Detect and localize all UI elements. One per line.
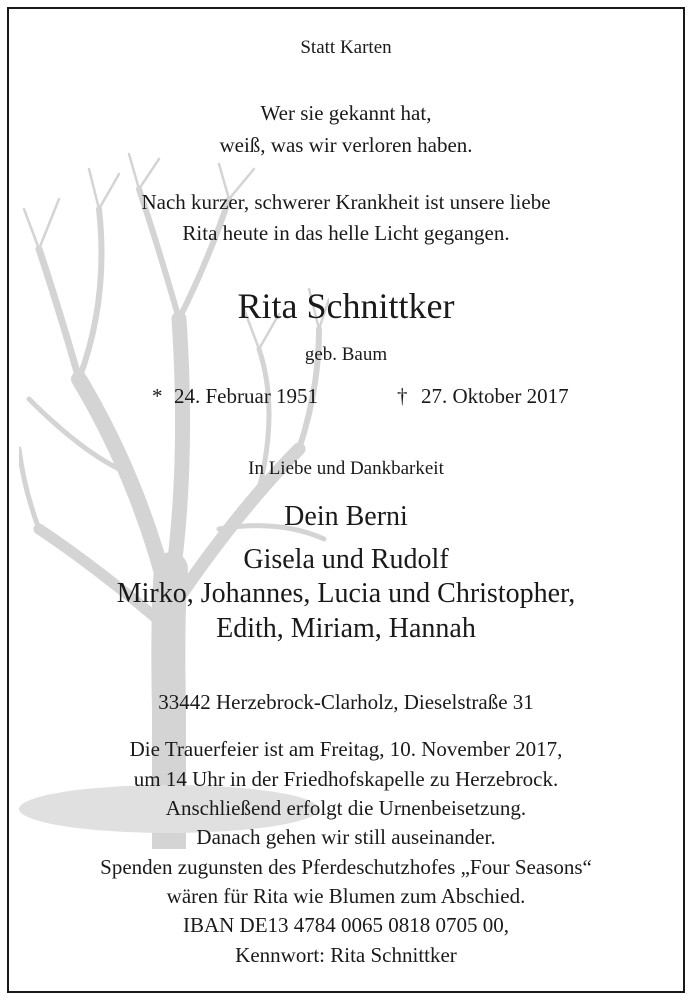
service-line: Die Trauerfeier ist am Freitag, 10. November 2017, xyxy=(129,737,563,761)
service-line: Anschließend erfolgt die Urnenbeisetzung. xyxy=(165,796,527,820)
mourner-line: Gisela und Rudolf xyxy=(243,544,449,575)
death-symbol: † xyxy=(397,384,408,408)
address: 33442 Herzebrock-Clarholz, Dieselstraße 31 xyxy=(158,690,534,714)
donation-line: wären für Rita wie Blumen zum Abschied. xyxy=(166,884,526,908)
quote-line: weiß, was wir verloren haben. xyxy=(219,133,473,157)
service-line: Danach gehen wir still auseinander. xyxy=(196,825,496,849)
dedication: In Liebe und Dankbarkeit xyxy=(248,458,444,479)
birth-symbol: * xyxy=(152,384,163,408)
donation-line: Spenden zugunsten des Pferdeschutzhofes „Four Seasons“ xyxy=(100,855,592,879)
intro-line: Rita heute in das helle Licht gegangen. xyxy=(182,221,510,245)
birth-date: 24. Februar 1951 xyxy=(174,384,319,408)
header-text: Statt Karten xyxy=(300,37,392,58)
quote-line: Wer sie gekannt hat, xyxy=(260,101,432,125)
obituary-notice xyxy=(7,7,685,993)
service-line: um 14 Uhr in der Friedhofskapelle zu Herzebrock. xyxy=(133,767,559,791)
death-date: 27. Oktober 2017 xyxy=(421,384,569,408)
mourner-line: Dein Berni xyxy=(284,501,408,532)
intro-line: Nach kurzer, schwerer Krankheit ist unsere liebe xyxy=(141,190,551,214)
life-dates xyxy=(9,384,683,414)
keyword-line: Kennwort: Rita Schnittker xyxy=(235,943,457,967)
mourner-line: Edith, Miriam, Hannah xyxy=(216,613,476,644)
mourner-line: Mirko, Johannes, Lucia und Christopher, xyxy=(116,578,576,609)
maiden-name: geb. Baum xyxy=(304,344,388,365)
deceased-name: Rita Schnittker xyxy=(237,286,455,326)
iban-line: IBAN DE13 4784 0065 0818 0705 00, xyxy=(182,913,510,937)
